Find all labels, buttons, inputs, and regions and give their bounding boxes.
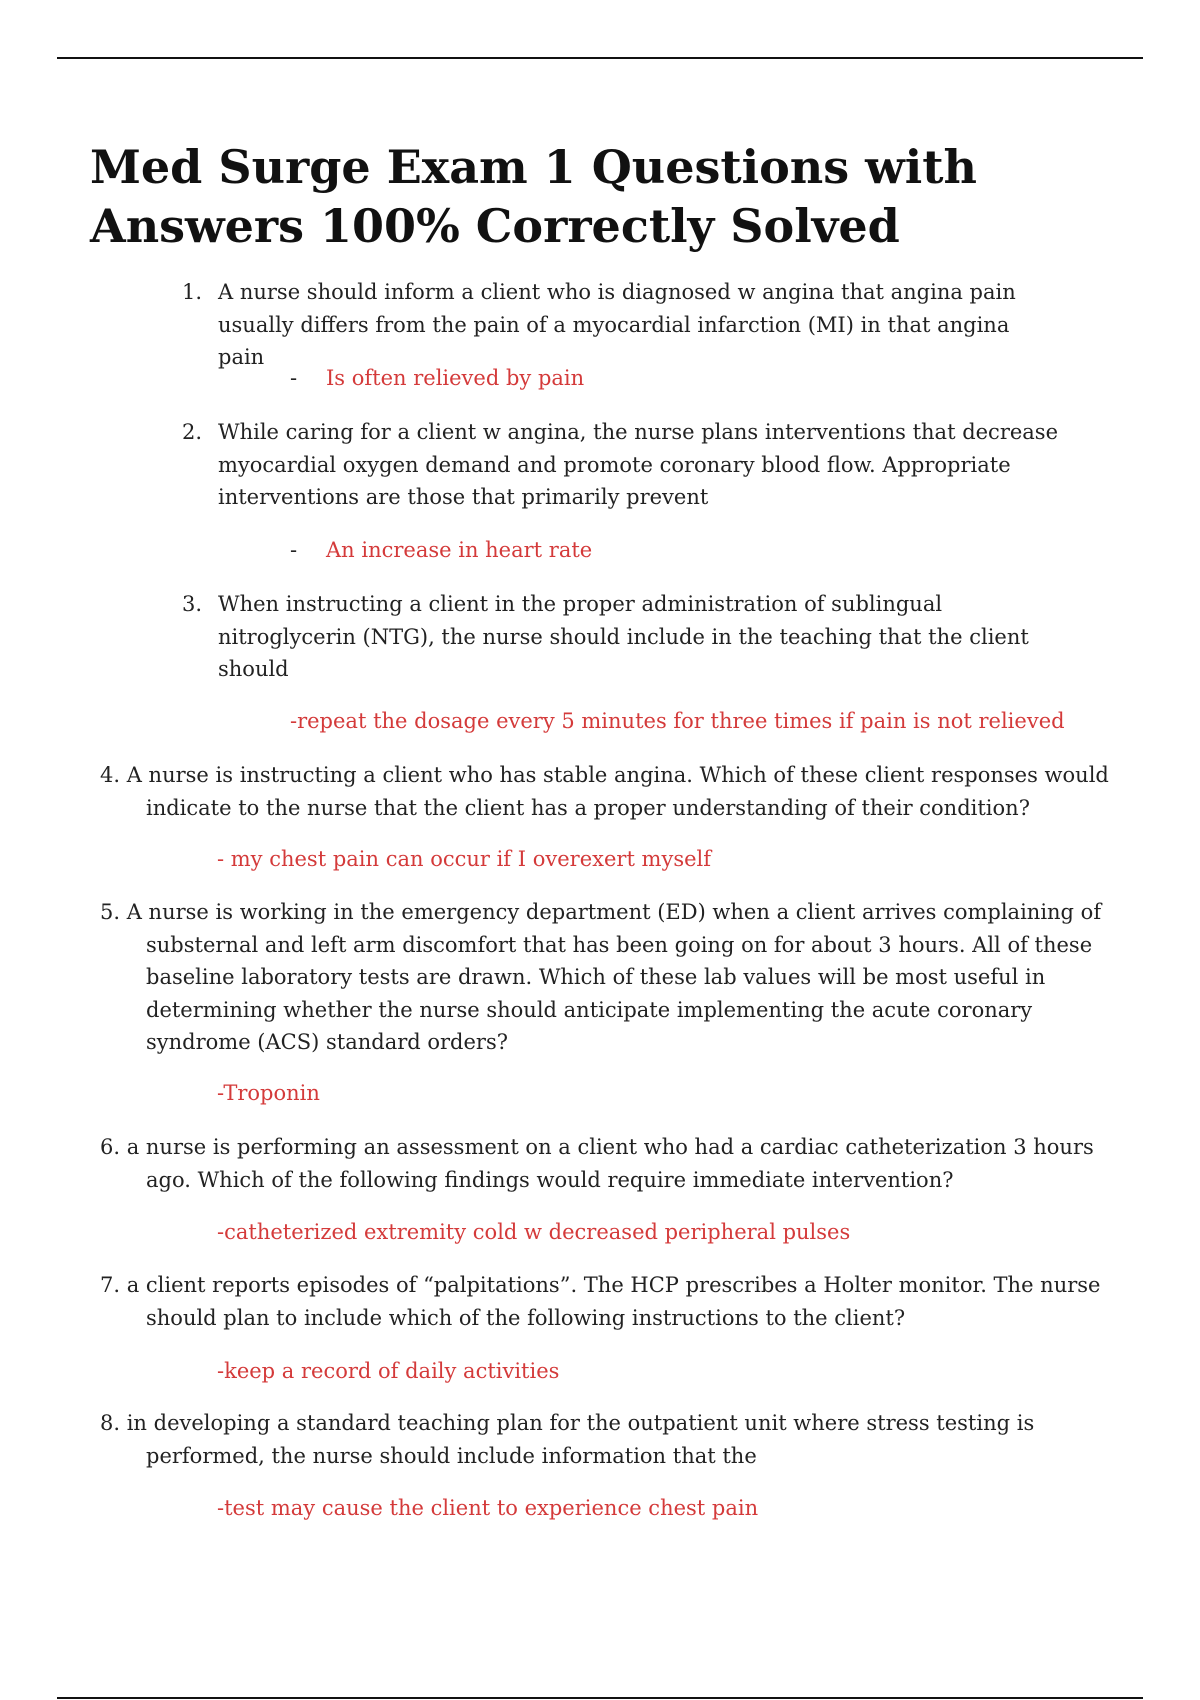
answer-text: -Troponin — [217, 1081, 320, 1105]
question-text: 7. a client reports episodes of “palpitations”. The HCP prescribes a Holter monitor. The nurse should plan to include which of the following instructions to the client? — [100, 1273, 1101, 1330]
answer-2 — [290, 534, 592, 566]
question-text: When instructing a client in the proper administration of sublingual nitroglycerin (NTG), the nurse should include in the teaching that the client should — [218, 592, 1029, 681]
question-1 — [182, 276, 1062, 374]
answer-5 — [217, 1077, 320, 1109]
answer-text: -keep a record of daily activities — [217, 1359, 560, 1383]
question-7 — [100, 1269, 1136, 1334]
question-4 — [100, 759, 1136, 824]
question-3 — [182, 588, 1062, 686]
question-text: While caring for a client w angina, the nurse plans interventions that decrease myocardial oxygen demand and promote coronary blood flow. Appropriate interventions are those that primarily prevent — [218, 420, 1059, 509]
question-2 — [182, 416, 1062, 514]
question-text: 5. A nurse is working in the emergency department (ED) when a client arrives complaining of substernal and left arm discomfort that has been going on for about 3 hours. All of these baseline laboratory tests are drawn. Which of these lab values will be most useful in determining whether the nurse should anticipate implementing the acute coronary syndrome (ACS) standard orders? — [100, 900, 1102, 1054]
question-text: 4. A nurse is instructing a client who has stable angina. Which of these client responses would indicate to the nurse that the client has a proper understanding of their condition? — [100, 763, 1109, 820]
answer-text: -repeat the dosage every 5 minutes for three times if pain is not relieved — [290, 709, 1065, 733]
answer-4 — [217, 843, 711, 875]
question-number: 1. — [182, 280, 203, 304]
answer-8 — [217, 1492, 758, 1524]
page-title: Med Surge Exam 1 Questions with Answers 100% Correctly Solved — [90, 140, 977, 253]
answer-1 — [290, 362, 584, 394]
answer-text: -catheterized extremity cold w decreased peripheral pulses — [217, 1220, 851, 1244]
question-number: 3. — [182, 592, 203, 616]
question-6 — [100, 1131, 1136, 1196]
answer-text: - my chest pain can occur if I overexert myself — [217, 847, 712, 871]
answer-bullet: - — [290, 366, 298, 390]
answer-text: Is often relieved by pain — [326, 366, 585, 390]
answer-6 — [217, 1216, 850, 1248]
answer-text: -test may cause the client to experience chest pain — [217, 1496, 759, 1520]
question-text: A nurse should inform a client who is diagnosed w angina that angina pain usually differs from the pain of a myocardial infarction (MI) in that angina pain — [218, 280, 1016, 369]
answer-7 — [217, 1355, 559, 1387]
question-text: 6. a nurse is performing an assessment on a client who had a cardiac catheterization 3 hours ago. Which of the following findings would require immediate intervention? — [100, 1135, 1094, 1192]
question-text: 8. in developing a standard teaching plan for the outpatient unit where stress testing is performed, the nurse should include information that the — [100, 1411, 1035, 1468]
question-number: 2. — [182, 420, 203, 444]
question-5 — [100, 896, 1136, 1059]
answer-bullet: - — [290, 538, 298, 562]
bottom-rule — [57, 1697, 1143, 1699]
answer-3 — [290, 705, 1065, 737]
answer-text: An increase in heart rate — [326, 538, 593, 562]
question-8 — [100, 1407, 1136, 1472]
top-rule — [57, 57, 1143, 59]
